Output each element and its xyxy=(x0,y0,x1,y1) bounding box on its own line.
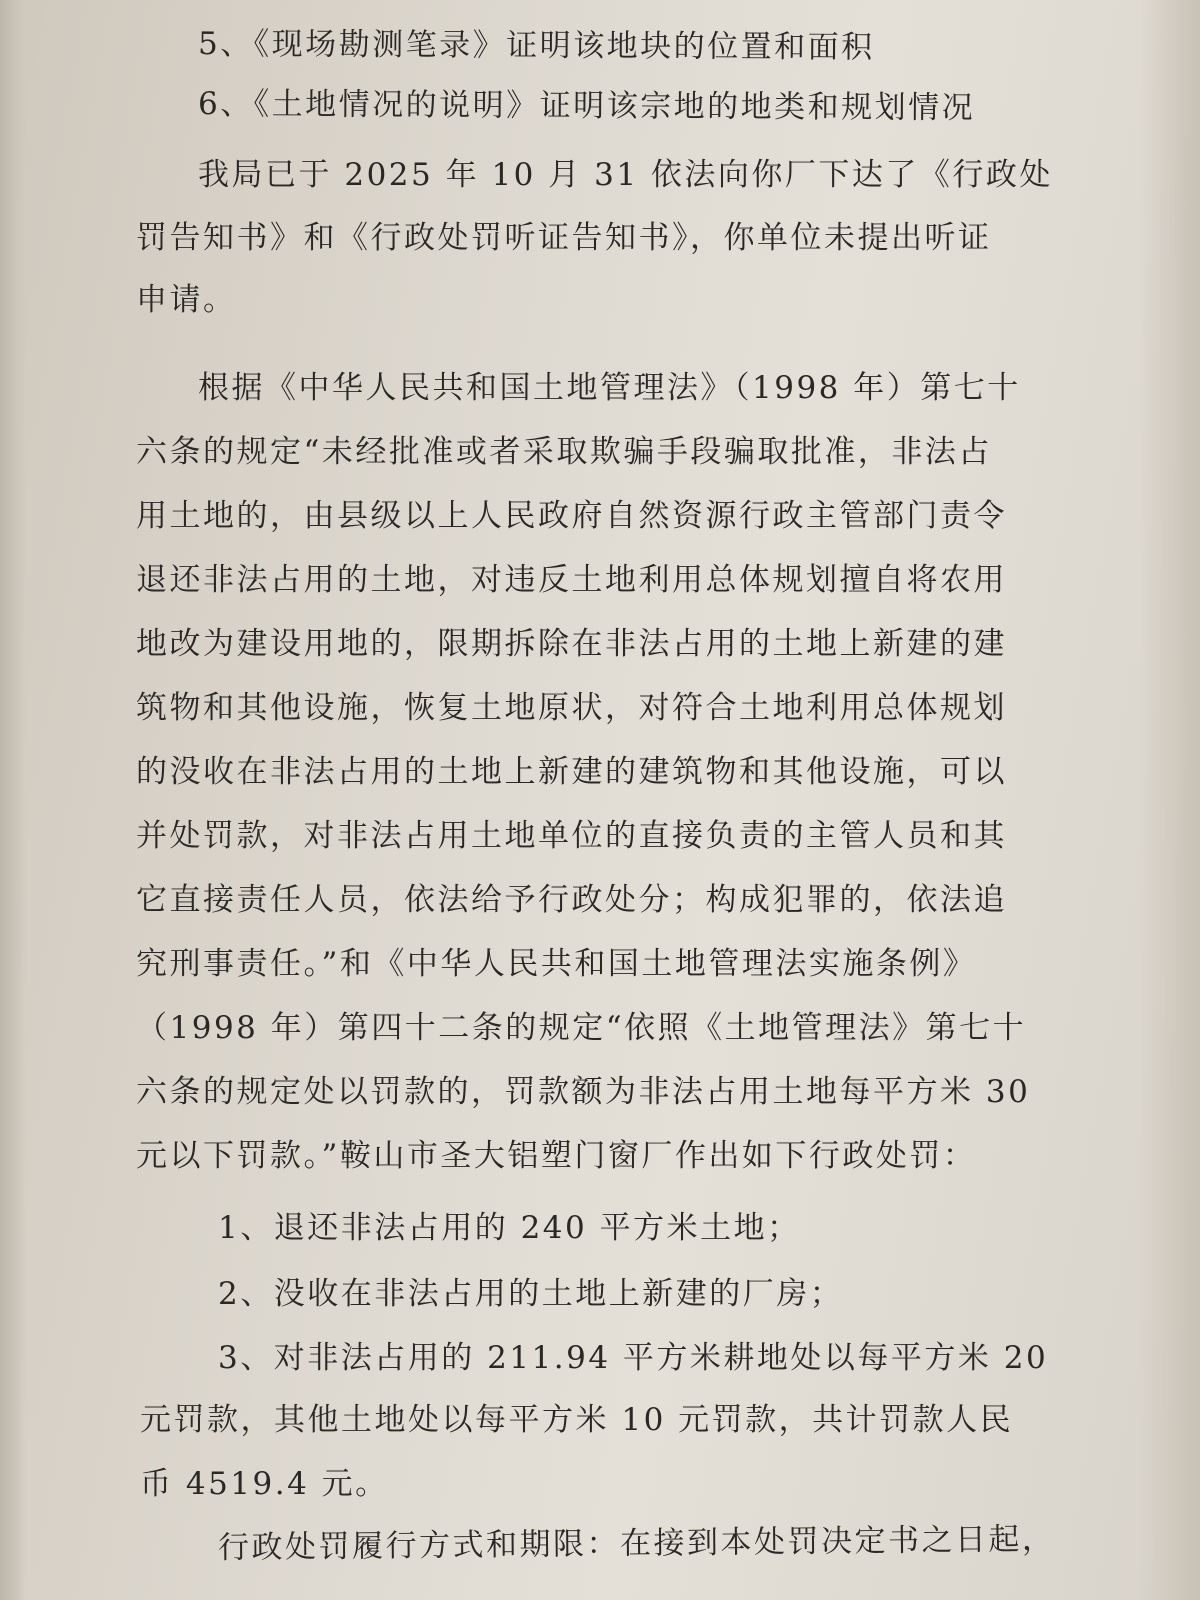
notice-paragraph-line-1: 我局已于 2025 年 10 月 31 依法向你厂下达了《行政处 xyxy=(198,157,1053,193)
notice-paragraph-line-2: 罚告知书》和《行政处罚听证告知书》，你单位未提出听证 xyxy=(136,220,992,256)
legal-basis-line-12: 六条的规定处以罚款的，罚款额为非法占用土地每平方米 30 xyxy=(136,1074,1031,1110)
legal-basis-line-1: 根据《中华人民共和国土地管理法》（1998 年）第七十 xyxy=(198,370,1021,406)
penalty-item-2: 2、没收在非法占用的土地上新建的厂房； xyxy=(218,1276,844,1312)
evidence-item-5: 5、《现场勘测笔录》证明该地块的位置和面积 xyxy=(197,26,875,66)
penalty-item-3-line-2: 元罚款，其他土地处以每平方米 10 元罚款，共计罚款人民 xyxy=(140,1402,1014,1438)
penalty-item-3-line-1: 3、对非法占用的 211.94 平方米耕地处以每平方米 20 xyxy=(218,1340,1049,1376)
legal-basis-line-2: 六条的规定“未经批准或者采取欺骗手段骗取批准，非法占 xyxy=(136,434,992,470)
evidence-item-6: 6、《土地情况的说明》证明该宗地的地类和规划情况 xyxy=(197,86,976,127)
page-edge-left xyxy=(0,0,26,1600)
penalty-item-1: 1、退还非法占用的 240 平方米土地； xyxy=(218,1210,801,1246)
legal-basis-line-7: 的没收在非法占用的土地上新建的建筑物和其他设施，可以 xyxy=(136,754,1007,790)
legal-basis-line-3: 用土地的，由县级以上人民政府自然资源行政主管部门责令 xyxy=(136,498,1007,534)
legal-basis-line-4: 退还非法占用的土地，对违反土地利用总体规划擅自将农用 xyxy=(136,562,1007,598)
page-edge-right xyxy=(1140,0,1200,1600)
legal-basis-line-11: （1998 年）第四十二条的规定“依照《土地管理法》第七十 xyxy=(136,1010,1027,1046)
notice-paragraph-line-3: 申请。 xyxy=(136,282,237,318)
penalty-item-3-line-3: 币 4519.4 元。 xyxy=(140,1466,389,1502)
legal-basis-line-13: 元以下罚款。”鞍山市圣大铝塑门窗厂作出如下行政处罚： xyxy=(136,1138,977,1174)
legal-basis-line-6: 筑物和其他设施，恢复土地原状，对符合土地利用总体规划 xyxy=(136,690,1007,726)
legal-basis-line-10: 究刑事责任。”和《中华人民共和国土地管理法实施条例》 xyxy=(136,946,977,982)
legal-basis-line-9: 它直接责任人员，依法给予行政处分；构成犯罪的，依法追 xyxy=(136,882,1007,918)
performance-terms-line-1: 行政处罚履行方式和期限：在接到本处罚决定书之日起， xyxy=(217,1521,1056,1566)
legal-basis-line-8: 并处罚款，对非法占用土地单位的直接负责的主管人员和其 xyxy=(136,818,1007,854)
legal-basis-line-5: 地改为建设用地的，限期拆除在非法占用的土地上新建的建 xyxy=(136,626,1007,662)
